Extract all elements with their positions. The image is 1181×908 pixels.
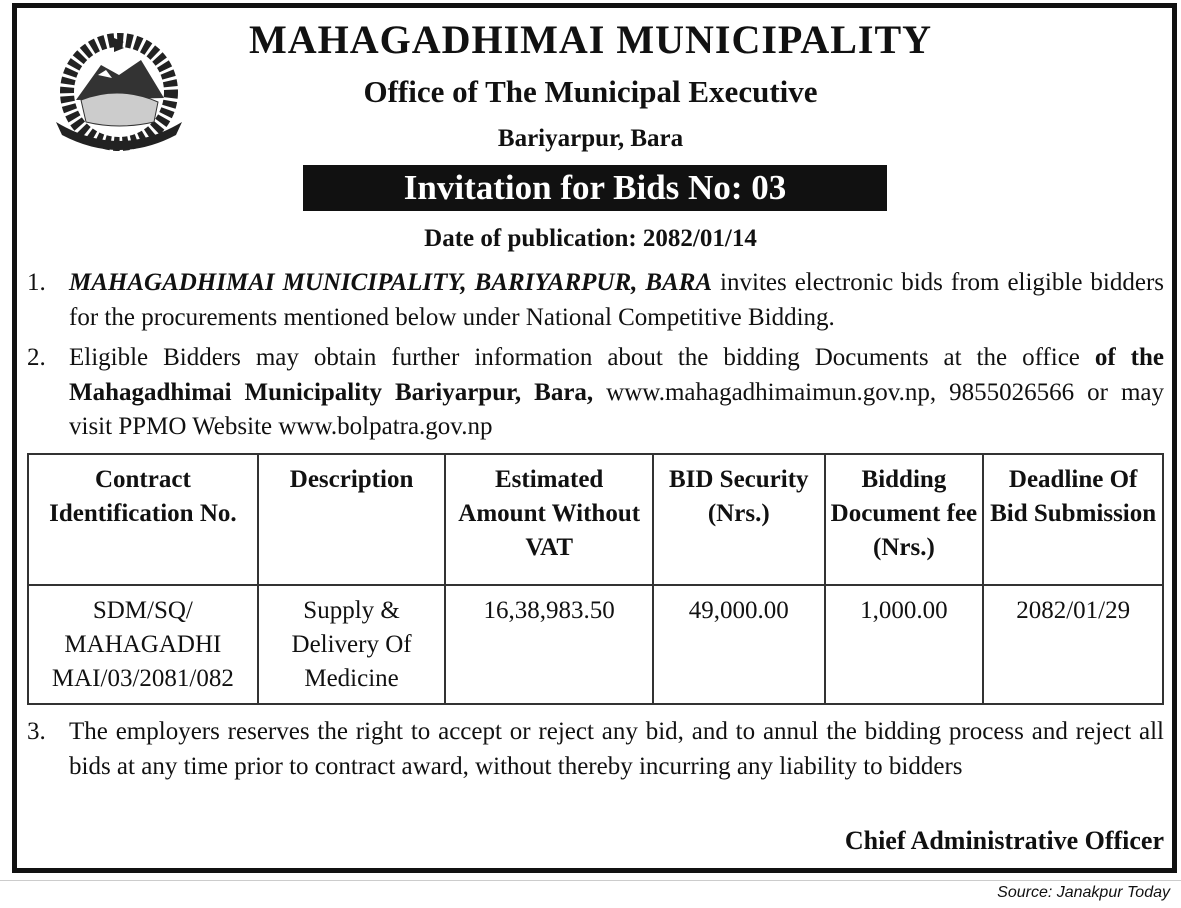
clause-2-bold: of the Mahagadhimai Municipality Bariyarpur, Bara, [69,344,1164,406]
office-subtitle: Office of The Municipal Executive [363,74,818,109]
clause-3 [27,715,1164,784]
clause-number: 3. [27,718,46,745]
clause-2-text-a: Eligible Bidders may obtain further information about the bidding Documents at the office [69,344,1095,371]
source-credit: Source: Janakpur Today [997,884,1170,901]
cell-deadline: 2082/01/29 [983,585,1163,704]
clause-2 [27,341,1164,445]
bid-invitation-banner: Invitation for Bids No: 03 [303,165,887,211]
clause-1-lead: MAHAGADHIMAI MUNICIPALITY, BARIYARPUR, BARA [69,269,713,296]
clause-3-text: The employers reserves the right to accept or reject any bid, and to annul the bidding process and reject all bids at any time prior to contract award, without thereby incurring any liability to bidders [69,718,1164,780]
cell-contract-id: SDM/SQ/ MAHAGADHI MAI/03/2081/082 [28,585,258,704]
clause-2-text-b: www.mahagadhimaimun.gov.np, 9855026566 or may visit PPMO Website www.bolpatra.gov.np [69,378,1164,440]
divider [0,880,1181,881]
municipality-title: MAHAGADHIMAI MUNICIPALITY [248,17,933,62]
location: Bariyarpur, Bara [497,125,684,152]
col-contract-id: Contract Identification No. [28,454,258,585]
clause-number: 2. [27,344,46,371]
cell-document-fee: 1,000.00 [825,585,984,704]
col-deadline: Deadline Of Bid Submission [983,454,1163,585]
table-header-row [28,454,1163,585]
col-estimated-amount: Estimated Amount Without VAT [445,454,653,585]
cell-description: Supply & Delivery Of Medicine [258,585,446,704]
clause-1-text: invites electronic bids from eligible bidders for the procurements mentioned below under National Competitive Bidding. [69,269,1164,331]
table-row [28,585,1163,704]
cell-estimated-amount: 16,38,983.50 [445,585,653,704]
publication-date: Date of publication: 2082/01/14 [424,225,757,252]
col-description: Description [258,454,446,585]
signatory: Chief Administrative Officer [844,826,1164,855]
bid-table [27,453,1164,705]
col-document-fee: Bidding Document fee (Nrs.) [825,454,984,585]
clause-1 [27,266,1164,335]
col-bid-security: BID Security (Nrs.) [653,454,825,585]
clause-number: 1. [27,269,46,296]
cell-bid-security: 49,000.00 [653,585,825,704]
